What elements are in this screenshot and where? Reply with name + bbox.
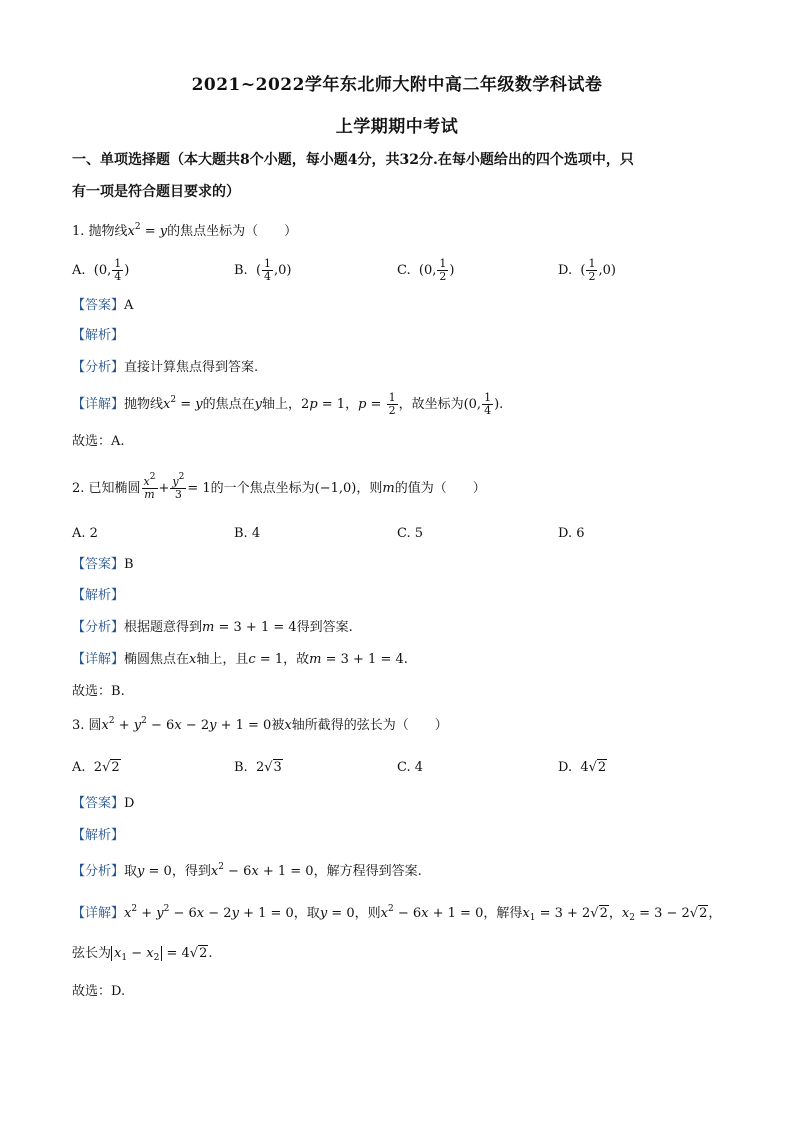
q2-option-b: B. 4	[234, 526, 261, 541]
q3-option-a: A. 2√2	[72, 760, 120, 775]
q3-chord: 弦长为 $x_1 - x_2 = 4√2$.	[72, 946, 213, 963]
exam-subtitle: 上学期期中考试	[335, 117, 459, 137]
q1-option-c: C. (0, $\frac{1}{2}$ )	[397, 257, 455, 283]
q2-answer: 【答案】B	[72, 557, 134, 572]
q3-fenxi: 【分析】取y = 0，得到$x^2 - 6x + 1 = 0$，解方程得到答案.	[72, 862, 422, 879]
section-heading-line2: 有一项是符合题目要求的）	[72, 184, 240, 200]
q1-stem: 1. 抛物线$x^2 = y$的焦点坐标为（ ）	[72, 222, 298, 239]
q1-analysis-label: 【解析】	[72, 328, 125, 343]
q2-option-a: A. 2	[72, 526, 98, 541]
q1-option-a: A. (0, $\frac{1}{4}$ )	[72, 257, 130, 283]
q2-option-d: D. 6	[558, 526, 585, 541]
q2-final: 故选：B.	[72, 684, 125, 699]
q2-option-c: C. 5	[397, 526, 424, 541]
q1-fenxi: 【分析】直接计算焦点得到答案.	[72, 360, 259, 375]
section-heading-line1: 一、单项选择题（本大题共8个小题，每小题4分，共32分.在每小题给出的四个选项中，只	[72, 152, 634, 168]
q3-detail: 【详解】$x^2 + y^2 - 6x - 2y + 1 = 0$，取y = 0，则$x^2 - 6x + 1 = 0$，解得$x_1 = 3 + 2√2$，$x_2 = 3 - 2√2$，	[72, 904, 722, 923]
q1-option-d: D. ( $\frac{1}{2}$ ,0)	[558, 257, 616, 283]
q1-final: 故选：A.	[72, 434, 125, 449]
q2-fenxi: 【分析】根据题意得到m = 3 + 1 = 4得到答案.	[72, 620, 353, 635]
q3-option-c: C. 4	[397, 760, 424, 775]
q3-analysis-label: 【解析】	[72, 828, 125, 843]
q3-option-d: D. 4√2	[558, 760, 607, 775]
q2-analysis-label: 【解析】	[72, 588, 125, 603]
exam-title: 2021~2022学年东北师大附中高二年级数学科试卷	[191, 75, 603, 95]
q1-detail: 【详解】抛物线$x^2 = y$的焦点在y轴上，2p = 1，p = $\frac{1}{2}$ ，故坐标为(0, $\frac{1}{4}$ ).	[72, 391, 504, 417]
q2-detail: 【详解】椭圆焦点在x轴上，且c = 1，故m = 3 + 1 = 4.	[72, 652, 408, 667]
q2-stem: 2. 已知椭圆 $\frac{x^2}{m}$ + $\frac{y^2}{3}$ = 1的一个焦点坐标为(−1,0)，则m的值为（ ）	[72, 472, 486, 501]
q3-final: 故选：D.	[72, 984, 126, 999]
q1-option-b: B. ( $\frac{1}{4}$ ,0)	[234, 257, 292, 283]
q3-answer: 【答案】D	[72, 796, 135, 811]
q3-option-b: B. 2√3	[234, 760, 282, 775]
q1-answer: 【答案】A	[72, 298, 134, 313]
q3-stem: 3. 圆$x^2 + y^2 - 6x - 2y + 1 = 0$被x轴所截得的弦长为（ ）	[72, 716, 448, 733]
